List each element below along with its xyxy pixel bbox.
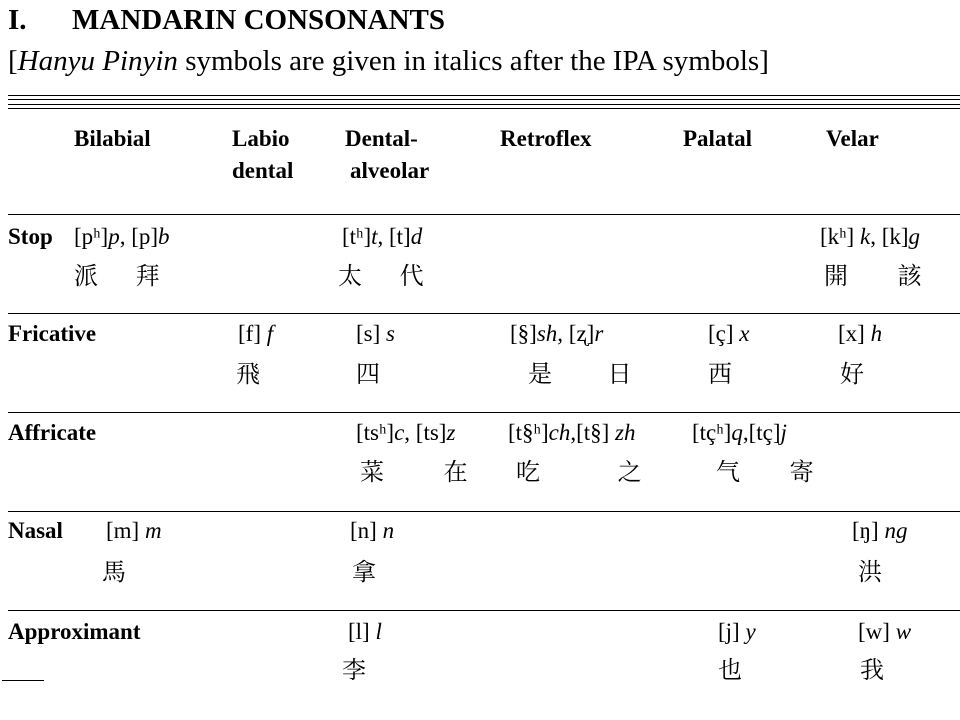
ipa-symbol: [n]	[350, 518, 377, 543]
aff-palatal-han: 气 寄	[716, 458, 814, 486]
aff-retro-ipa: [t§ʰ]ch,[t§] zh	[508, 420, 636, 445]
ipa-symbol: [tsʰ]	[356, 420, 395, 445]
corner-rule	[2, 680, 44, 681]
ipa-symbol: [f]	[238, 321, 261, 346]
fric-dental-ipa	[356, 321, 395, 347]
fric-dental-han: 四	[356, 360, 380, 388]
pinyin: k	[859, 224, 871, 249]
ipa-symbol: [ʐ]	[568, 321, 595, 346]
fric-velar-ipa	[838, 321, 882, 347]
ipa-symbol: [t§ʰ]	[508, 420, 549, 445]
fric-retro-han: 是 日	[528, 360, 632, 388]
col-bilabial: Bilabial	[74, 126, 151, 151]
aff-retro-han: 吃 之	[516, 458, 642, 486]
col-palatal: Palatal	[683, 126, 752, 151]
ipa-symbol: [§]	[510, 321, 537, 346]
stop-bilabial-han: 派 拜	[74, 262, 160, 290]
subtitle	[8, 45, 769, 78]
title-text: MANDARIN CONSONANTS	[72, 4, 445, 36]
approx-palatal-han: 也	[718, 656, 742, 684]
row-divider	[8, 610, 960, 611]
aff-dental-ipa: [tsʰ]c, [ts]z	[356, 420, 456, 445]
row-divider	[8, 313, 960, 314]
pinyin: t	[371, 224, 378, 249]
ipa-symbol: [p]	[131, 224, 159, 249]
stop-dental-han: 太 代	[338, 262, 424, 290]
pinyin: l	[375, 619, 382, 644]
pinyin: sh	[536, 321, 558, 346]
ipa-symbol: [w]	[858, 619, 890, 644]
stop-velar-ipa: [kʰ] k, [k]g	[820, 224, 921, 249]
row-label-nasal: Nasal	[8, 518, 63, 543]
pinyin: s	[386, 321, 395, 346]
pinyin: w	[895, 619, 912, 644]
approx-dental-ipa	[348, 619, 382, 645]
ipa-symbol: [s]	[356, 321, 381, 346]
ipa-symbol: [kʰ]	[820, 224, 855, 249]
ipa-symbol: [l]	[348, 619, 370, 644]
subtitle-bracket: [	[8, 45, 18, 77]
pinyin: h	[870, 321, 883, 346]
ipa-symbol: [tçʰ]	[692, 420, 732, 445]
pinyin: n	[382, 518, 395, 543]
subtitle-italic: Hanyu Pinyin	[17, 45, 178, 77]
col-dental-1: Dental-	[345, 126, 418, 151]
nasal-velar-han: 洪	[858, 558, 882, 586]
stop-dental-ipa: [tʰ]t, [t]d	[342, 224, 423, 249]
col-velar: Velar	[826, 126, 879, 151]
pinyin: x	[739, 321, 750, 346]
row-divider	[8, 412, 960, 413]
fric-palatal-ipa	[708, 321, 750, 347]
nasal-velar-ipa	[852, 518, 907, 544]
ipa-symbol: [j]	[718, 619, 740, 644]
page-title	[8, 4, 445, 37]
ipa-symbol: [tʰ]	[342, 224, 372, 249]
pinyin: c	[394, 420, 405, 445]
row-divider	[8, 214, 960, 215]
row-label-fricative: Fricative	[8, 321, 97, 346]
pinyin: p	[108, 224, 120, 249]
fric-labio-ipa	[238, 321, 273, 347]
row-label-stop: Stop	[8, 224, 53, 249]
pinyin: g	[908, 224, 921, 249]
pinyin: b	[158, 224, 170, 249]
approx-velar-han: 我	[860, 656, 884, 684]
pinyin: d	[410, 224, 423, 249]
ipa-symbol: [t]	[389, 224, 411, 249]
col-dental-2: alveolar	[350, 158, 430, 183]
ipa-symbol: [ts]	[415, 420, 447, 445]
row-divider	[8, 511, 960, 512]
stop-bilabial-ipa: [pʰ]p, [p]b	[74, 224, 170, 249]
ipa-symbol: [ŋ]	[852, 518, 879, 543]
nasal-dental-han: 拿	[352, 558, 376, 586]
fric-labio-han: 飛	[236, 360, 260, 388]
fric-retro-ipa: [§]sh, [ʐ]r	[510, 321, 604, 346]
col-retroflex: Retroflex	[500, 126, 592, 151]
pinyin: m	[144, 518, 162, 543]
nasal-dental-ipa	[350, 518, 394, 544]
ipa-symbol: [x]	[838, 321, 865, 346]
col-labio-2: dental	[232, 158, 294, 183]
ipa-symbol: [t§]	[576, 420, 610, 445]
row-label-approximant: Approximant	[8, 619, 141, 644]
nasal-bilabial-ipa	[106, 518, 162, 544]
pinyin: y	[745, 619, 756, 644]
fric-palatal-han: 西	[708, 360, 732, 388]
aff-dental-han: 菜 在	[360, 458, 468, 486]
approx-velar-ipa	[858, 619, 911, 645]
pinyin: ng	[884, 518, 908, 543]
pinyin: ch	[548, 420, 571, 445]
stop-velar-han: 開 該	[824, 262, 922, 290]
pinyin: f	[266, 321, 274, 346]
pinyin: r	[594, 321, 604, 346]
ipa-symbol: [tç]	[748, 420, 781, 445]
subtitle-rest: symbols are given in italics after the IPA symbols]	[177, 45, 769, 77]
nasal-bilabial-han: 馬	[102, 558, 126, 586]
row-label-affricate: Affricate	[8, 420, 97, 445]
col-labio-1: Labio	[232, 126, 290, 151]
pinyin: z	[446, 420, 456, 445]
ipa-symbol: [m]	[106, 518, 140, 543]
double-rule	[8, 104, 960, 109]
pinyin: zh	[615, 420, 636, 445]
approx-dental-han: 李	[342, 656, 366, 684]
aff-palatal-ipa: [tçʰ]q,[tç]j	[692, 420, 787, 445]
ipa-symbol: [ç]	[708, 321, 734, 346]
ipa-symbol: [pʰ]	[74, 224, 109, 249]
pinyin: q	[731, 420, 743, 445]
section-numeral: I.	[8, 4, 27, 36]
double-rule	[8, 95, 960, 100]
ipa-symbol: [k]	[881, 224, 909, 249]
pinyin: j	[780, 420, 787, 445]
fric-velar-han: 好	[840, 360, 864, 388]
approx-palatal-ipa	[718, 619, 756, 645]
